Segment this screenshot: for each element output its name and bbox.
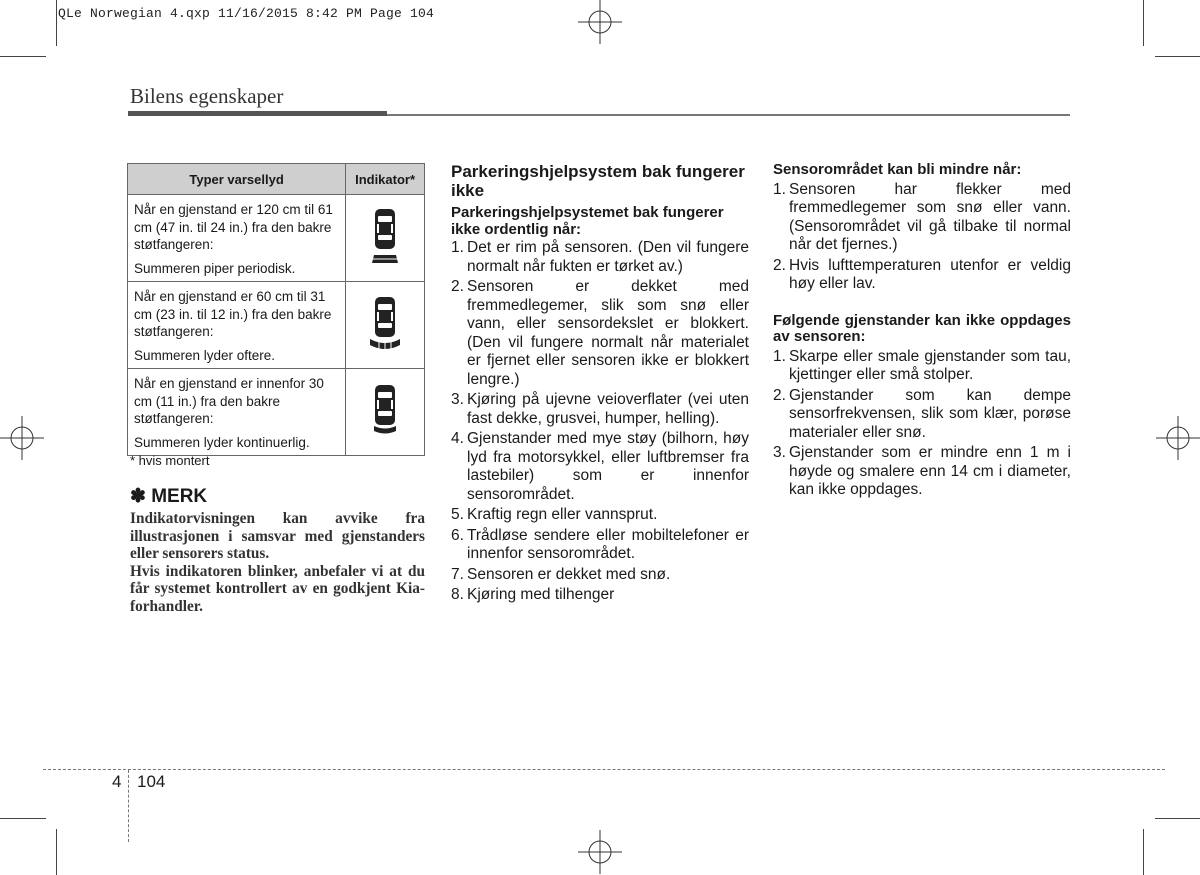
list-number: 2. — [773, 256, 786, 274]
footer-divider — [128, 770, 129, 842]
range-reduction-list — [773, 181, 1071, 294]
distance-condition: Når en gjenstand er 60 cm til 31 cm (23 in. til 12 in.) fra den bakre støtfangeren: — [134, 289, 332, 339]
list-number: 5. — [451, 506, 464, 523]
malfunction-list — [451, 239, 749, 605]
list-text: Det er rim på sensoren. (Den vil fungere normalt når fukten er tørket av.) — [467, 239, 749, 275]
subsection-heading: Parkeringshjelpsystemet bak fungerer ikke ordentlig når: — [451, 204, 724, 238]
registration-mark-icon — [578, 0, 622, 44]
column-header-indicator: Indikator* — [346, 164, 425, 195]
registration-mark-icon — [0, 416, 44, 460]
list-text: Sensoren er dekket med snø. — [467, 565, 671, 583]
column-parking-assist — [451, 162, 749, 605]
crop-mark — [1143, 0, 1144, 46]
list-item — [451, 506, 749, 525]
list-item — [451, 278, 749, 389]
crop-mark — [1155, 818, 1200, 819]
table-cell-description — [128, 282, 346, 369]
distance-condition: Når en gjenstand er 120 cm til 61 cm (47 in. til 24 in.) fra den bakre støtfangeren: — [134, 202, 333, 252]
crop-mark — [0, 56, 46, 57]
column-sensor-range — [773, 162, 1071, 500]
note-star-icon: ✽ — [130, 486, 146, 507]
list-item — [773, 257, 1071, 294]
table-row — [128, 369, 425, 456]
buzzer-behavior: Summeren lyder oftere. — [134, 347, 276, 363]
distance-condition: Når en gjenstand er innenfor 30 cm (11 in.) fra den bakre støtfangeren: — [134, 376, 324, 426]
table-footnote: * hvis montert — [130, 453, 210, 468]
crop-mark — [1155, 56, 1200, 57]
table-cell-indicator — [346, 282, 425, 369]
list-number: 4. — [451, 430, 464, 447]
car-sensor-near-icon — [370, 383, 400, 439]
section-title: Bilens egenskaper — [130, 84, 284, 108]
list-number: 3. — [451, 391, 464, 408]
list-text: Sensoren har flekker med fremmedlegemer som snø eller vann. (Sensorområdet vil gå tilbake til normal når det fjernes.) — [789, 180, 1071, 253]
table-cell-indicator — [346, 369, 425, 456]
table-cell-description — [128, 195, 346, 282]
table-header-row — [128, 164, 425, 195]
list-item — [451, 239, 749, 276]
page-number: 104 — [137, 772, 166, 791]
list-text: Kjøring på ujevne veioverflater (vei uten fast dekke, grusvei, humper, helling). — [467, 391, 749, 427]
note-heading-text: MERK — [151, 486, 208, 507]
subsection-heading: Sensorområdet kan bli mindre når: — [773, 161, 1022, 178]
list-text: Gjenstander som kan dempe sensorfrekvensen, slik som klær, porøse materialer eller snø. — [789, 386, 1071, 441]
list-text: Kjøring med tilhenger — [467, 586, 615, 603]
crop-mark — [56, 0, 57, 46]
column-header-sound-type: Typer varsellyd — [128, 164, 346, 195]
table-cell-description — [128, 369, 346, 456]
header-rule-thin — [387, 114, 1070, 116]
footer-rule — [43, 769, 1165, 770]
list-item — [451, 566, 749, 585]
crop-mark — [56, 829, 57, 875]
header-rule — [128, 111, 387, 116]
registration-mark-icon — [578, 830, 622, 874]
list-text: Gjenstander med mye støy (bilhorn, høy lyd fra motorsykkel, eller luftbremser fra lastebiler) som er innenfor sensorområdet. — [467, 430, 749, 503]
print-slug: QLe Norwegian 4.qxp 11/16/2015 8:42 PM Page 104 — [58, 6, 435, 21]
warning-sound-table — [127, 163, 425, 456]
list-number: 3. — [773, 444, 786, 461]
note-paragraph: Hvis indikatoren blinker, anbefaler vi at du får systemet kontrollert av en godkjent Kia-forhandler. — [130, 562, 425, 615]
list-item — [451, 527, 749, 564]
list-item — [773, 387, 1071, 443]
list-number: 2. — [773, 386, 786, 404]
undetectable-objects-list — [773, 348, 1071, 500]
list-text: Kraftig regn eller vannsprut. — [467, 506, 658, 523]
car-sensor-mid-icon — [367, 295, 403, 353]
list-text: Hvis lufttemperaturen utenfor er veldig høy eller lav. — [789, 256, 1071, 292]
list-number: 1. — [773, 347, 786, 365]
list-item — [451, 391, 749, 428]
list-text: Skarpe eller smale gjenstander som tau, kjettinger eller små stolper. — [789, 347, 1071, 383]
table-row — [128, 195, 425, 282]
note-body — [130, 510, 425, 615]
buzzer-behavior: Summeren piper periodisk. — [134, 260, 296, 276]
car-sensor-far-icon — [370, 207, 400, 267]
registration-mark-icon — [1156, 416, 1200, 460]
section-heading: Parkeringshjelpsystem bak fungerer ikke — [451, 162, 745, 200]
note-paragraph: Indikatorvisningen kan avvike fra illustrasjonen i samsvar med gjenstanders eller sensorers status. — [130, 510, 425, 562]
buzzer-behavior: Summeren lyder kontinuerlig. — [134, 434, 310, 450]
list-number: 7. — [451, 565, 464, 583]
list-item — [773, 181, 1071, 255]
list-number: 6. — [451, 526, 464, 544]
list-item — [773, 348, 1071, 385]
list-item — [451, 586, 749, 605]
table-cell-indicator — [346, 195, 425, 282]
subsection-heading: Følgende gjenstander kan ikke oppdages av sensoren: — [773, 311, 1071, 345]
list-text: Gjenstander som er mindre enn 1 m i høyde og smalere enn 14 cm i diameter, kan ikke oppdages. — [789, 444, 1071, 498]
list-number: 1. — [773, 180, 786, 198]
list-number: 2. — [451, 278, 464, 295]
list-text: Trådløse sendere eller mobiltelefoner er innenfor sensorområdet. — [467, 526, 749, 562]
crop-mark — [0, 818, 46, 819]
list-number: 8. — [451, 586, 464, 603]
chapter-number: 4 — [112, 772, 122, 791]
list-item — [773, 444, 1071, 500]
note-heading — [130, 485, 207, 508]
table-row — [128, 282, 425, 369]
crop-mark — [1143, 829, 1144, 875]
list-text: Sensoren er dekket med fremmedlegemer, slik som snø eller vann, eller sensordekslet er blokkert. (Den vil fungere normalt når materialet er fjernet eller sensoren ikke er blokkert lengre.) — [467, 278, 749, 388]
list-number: 1. — [451, 239, 464, 256]
list-item — [451, 430, 749, 504]
